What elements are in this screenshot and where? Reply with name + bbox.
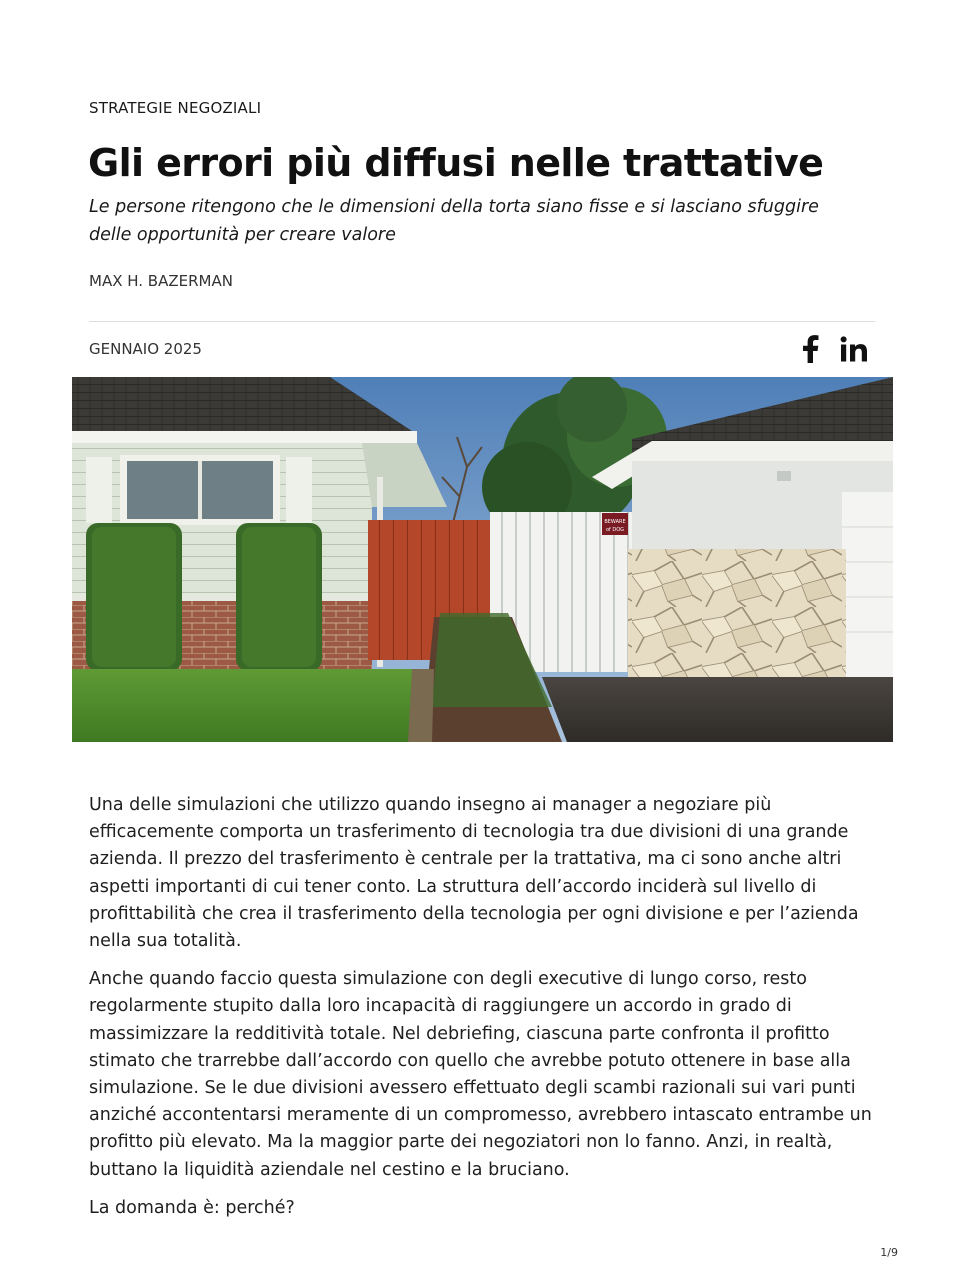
lawn xyxy=(72,669,417,742)
article-date: GENNAIO 2025 xyxy=(89,340,202,358)
sign-line-2: of DOG xyxy=(605,527,625,533)
body-paragraph: La domanda è: perché? xyxy=(89,1197,295,1218)
facebook-icon[interactable] xyxy=(800,335,820,363)
body-paragraph: Anche quando faccio questa simulazione con degli executive di lungo corso, resto regolarmente stupito dalla loro incapacità di raggiungere un accordo in grado di massimizzare la redditività totale. Nel debriefing, ciascuna parte confronta il profitto stimato che trarrebbe dall’accordo con quello che avrebbe potuto ottenere in base alla simulazione. Se le due divisioni avessero effettuato degli scambi razionali sui vari punti anziché accontentarsi meramente di un compromesso, avrebbero intascato entrambe un profitto più elevato. Ma la maggior parte dei negoziatori non lo fanno. Anzi, in realtà, buttano la liquidità aziendale nel cestino e la bruciano. xyxy=(89,969,872,1180)
article-author: MAX H. BAZERMAN xyxy=(89,272,233,290)
page-number: 1/9 xyxy=(880,1246,898,1259)
hero-image xyxy=(72,377,893,742)
body-paragraph: Una delle simulazioni che utilizzo quando insegno ai manager a negoziare più efficacemente comporta un trasferimento di tecnologia tra due divisioni di una grande azienda. Il prezzo del trasferimento è centrale per la trattativa, ma ci sono anche altri aspetti importanti di cui tener conto. La struttura dell’accordo inciderà sul livello di profittabilità che crea il trasferimento della tecnologia per ogni divisione e per l’azienda nella sua totalità. xyxy=(89,795,859,952)
article-title: Gli errori più diffusi nelle trattative xyxy=(88,141,824,185)
sign-line-1: BEWARE xyxy=(604,519,626,525)
houses-fence-illustration xyxy=(72,377,893,742)
stone-wall xyxy=(628,549,846,684)
article-category: STRATEGIE NEGOZIALI xyxy=(89,99,262,117)
driveway xyxy=(542,677,893,742)
article-body xyxy=(89,792,879,1233)
linkedin-icon[interactable] xyxy=(840,336,868,362)
header-divider xyxy=(89,321,875,322)
article-subtitle: Le persone ritengono che le dimensioni della torta siano fisse e si lasciano sfuggire delle opportunità per creare valore xyxy=(89,197,819,245)
